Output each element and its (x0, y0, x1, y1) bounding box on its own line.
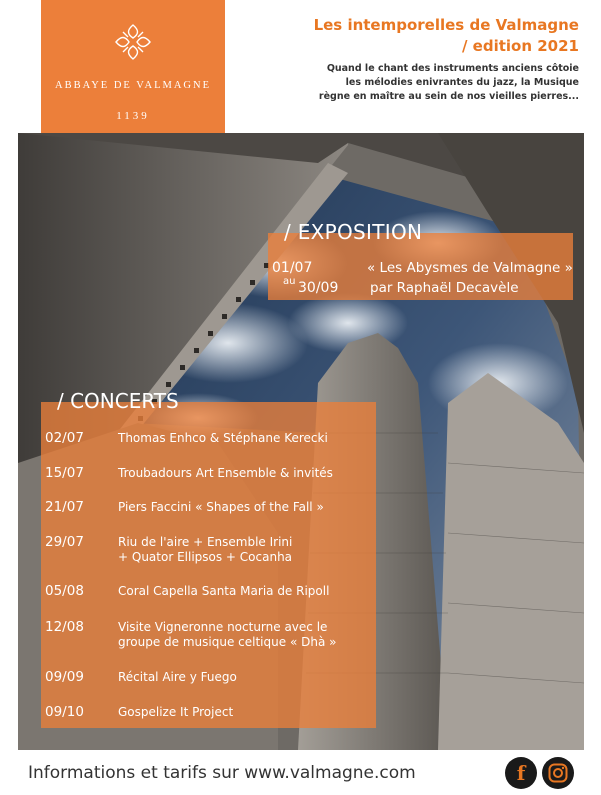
exposition-title: « Les Abysmes de Valmagne » (367, 260, 573, 276)
intro-line: les mélodies enivrantes du jazz, la Musique (345, 77, 579, 88)
abbey-emblem-icon (113, 22, 153, 62)
concert-line: Thomas Enhco & Stéphane Kerecki (118, 431, 328, 445)
event-title: Les intemporelles de Valmagne (313, 16, 579, 34)
concert-line: Riu de l'aire + Ensemble Irini (118, 535, 293, 549)
concert-description (118, 535, 292, 565)
intro-line: règne en maître au sein de nos vieilles pierres... (318, 91, 579, 102)
concert-description (118, 431, 328, 446)
concert-line: Gospelize It Project (118, 705, 234, 719)
instagram-icon[interactable] (542, 757, 574, 789)
intro-text (309, 62, 579, 104)
concert-line: Piers Faccini « Shapes of the Fall » (118, 500, 324, 514)
exposition-author: par Raphaël Decavèle (370, 280, 519, 296)
facebook-icon[interactable] (505, 757, 537, 789)
instagram-glyph (548, 763, 568, 783)
event-edition: / edition 2021 (461, 37, 579, 55)
concert-date: 15/07 (45, 465, 84, 481)
concert-line: groupe de musique celtique « Dhà » (118, 635, 337, 649)
exposition-start-date: 01/07 (272, 260, 313, 276)
concert-date: 02/07 (45, 430, 84, 446)
exposition-heading: / EXPOSITION (284, 220, 423, 244)
concert-description (118, 620, 336, 650)
concert-description (118, 466, 333, 481)
concert-description (118, 670, 237, 685)
exposition-end-date: 30/09 (298, 280, 339, 296)
concert-date: 29/07 (45, 534, 84, 550)
concert-line: Récital Aire y Fuego (118, 670, 237, 684)
concert-line: + Quator Ellipsos + Cocanha (118, 550, 293, 564)
exposition-date-connector: au (283, 276, 296, 287)
concert-date: 21/07 (45, 499, 84, 515)
concert-date: 09/09 (45, 669, 84, 685)
concert-description (118, 500, 324, 515)
concert-description (118, 584, 329, 599)
concert-line: Troubadours Art Ensemble & invités (118, 466, 333, 480)
intro-line: Quand le chant des instruments anciens côtoie (326, 63, 579, 74)
concert-date: 09/10 (45, 704, 84, 720)
concert-date: 12/08 (45, 619, 84, 635)
concert-description (118, 705, 233, 720)
brand-year: 1139 (116, 110, 150, 122)
brand-name: ABBAYE DE VALMAGNE (55, 80, 211, 91)
concerts-heading: / CONCERTS (57, 389, 179, 413)
footer-info-link[interactable]: Informations et tarifs sur www.valmagne.com (28, 763, 416, 783)
concert-line: Coral Capella Santa Maria de Ripoll (118, 584, 330, 598)
concert-line: Visite Vigneronne nocturne avec le (118, 620, 328, 634)
facebook-glyph: f (516, 761, 526, 785)
concert-date: 05/08 (45, 583, 84, 599)
